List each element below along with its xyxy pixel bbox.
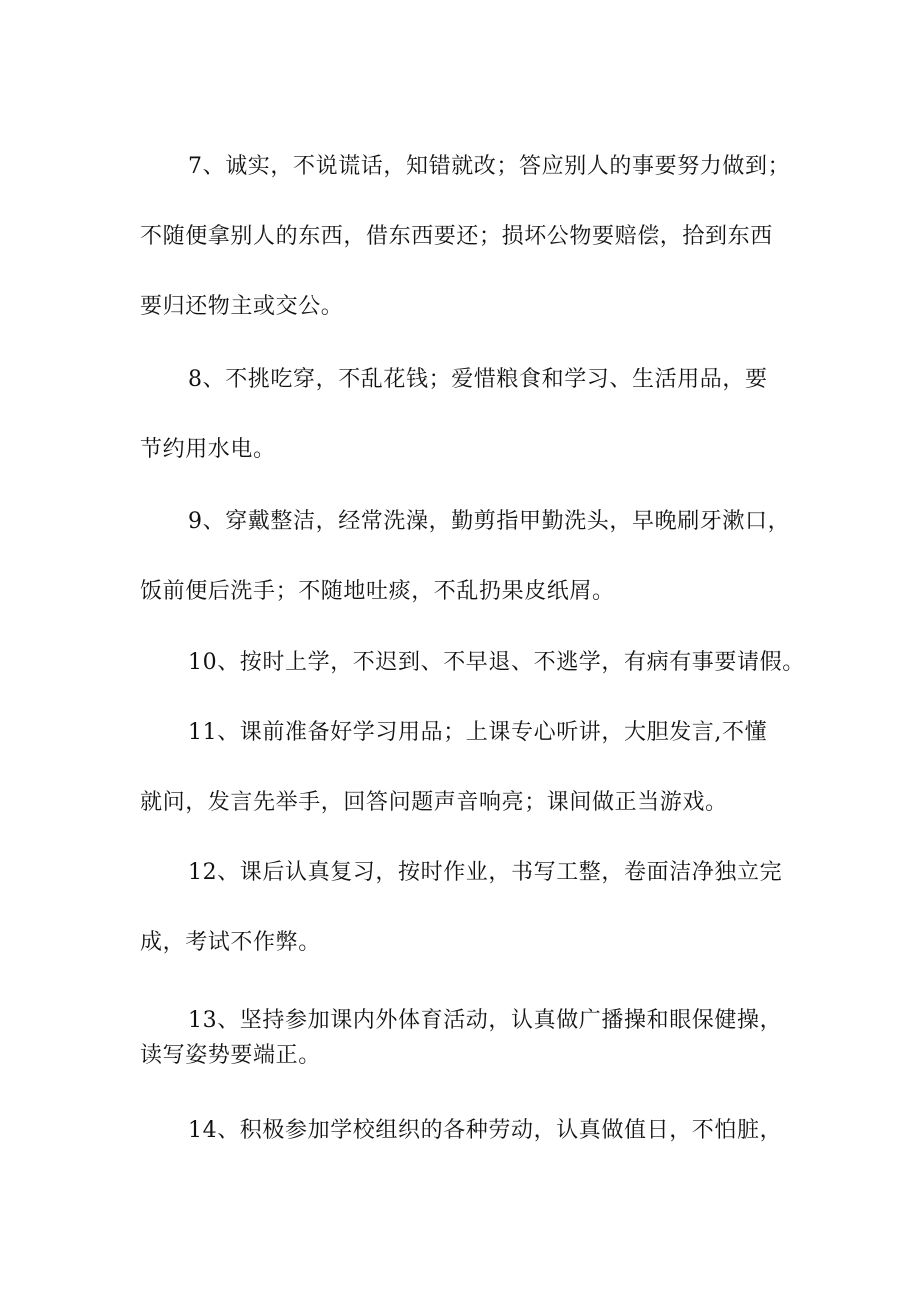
rule-9-line-2: 饭前便后洗手；不随地吐痰，不乱扔果皮纸屑。 <box>140 579 615 604</box>
rule-8-line-2: 节约用水电。 <box>140 437 276 462</box>
rule-14-line-1: 14、积极参加学校组织的各种劳动，认真做值日，不怕脏， <box>188 1118 783 1143</box>
rule-12-line-2: 成，考试不作弊。 <box>140 930 321 955</box>
rule-7-line-3: 要归还物主或交公。 <box>140 294 344 319</box>
rule-13-line-2: 读写姿势要端正。 <box>140 1043 321 1068</box>
rule-13-line-1: 13、坚持参加课内外体育活动，认真做广播操和眼保健操， <box>188 1008 783 1033</box>
rule-11-line-2: 就问，发言先举手，回答问题声音响亮；课间做正当游戏。 <box>140 790 728 815</box>
rule-12-line-1: 12、课后认真复习，按时作业，书写工整，卷面洁净独立完 <box>188 860 783 885</box>
rule-7-line-2: 不随便拿别人的东西，借东西要还；损坏公物要赔偿，拾到东西 <box>140 224 773 249</box>
rule-11-line-1: 11、课前准备好学习用品；上课专心听讲，大胆发言,不懂 <box>188 720 768 745</box>
rule-9-line-1: 9、穿戴整洁，经常洗澡，勤剪指甲勤洗头，早晚刷牙漱口， <box>188 509 791 534</box>
rule-8-line-1: 8、不挑吃穿，不乱花钱；爱惜粮食和学习、生活用品，要 <box>188 367 768 392</box>
rule-7-line-1: 7、诚实，不说谎话，知错就改；答应别人的事要努力做到； <box>188 154 791 179</box>
rule-10-line-1: 10、按时上学，不迟到、不早退、不逃学，有病有事要请假。 <box>188 650 805 675</box>
